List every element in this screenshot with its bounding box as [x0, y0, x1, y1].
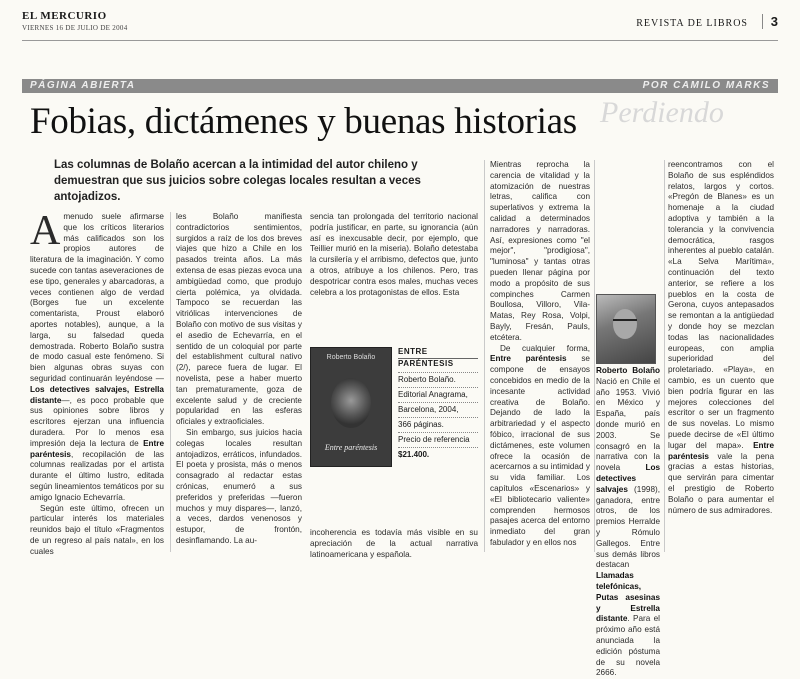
masthead [22, 10, 778, 41]
body-text: Nació en Chile el año 1953. Vivió en México y España, país donde murió en 2003. Se consagró en la narrativa con la novela [596, 376, 660, 473]
cover-title: Entre paréntesis [324, 443, 378, 452]
author-bio [596, 366, 660, 678]
body-text: , recopilación de las columnas realizadas por el artista durante el último lustro, editada según lineamientos temáticos por su amigo Ignacio Echevarría. [30, 449, 164, 502]
info-publisher: Editorial Anagrama, [398, 387, 478, 402]
body-text: De cualquier forma, [500, 343, 590, 353]
article-column-4 [490, 160, 590, 552]
info-price-label: Precio de referencia [398, 432, 478, 447]
article-column-3-continued [310, 528, 478, 559]
book-title: Entre paréntesis [30, 438, 164, 459]
body-text: incoherencia es todavía más visible en su apreciación de la actual narrativa latinoamericana y española. [310, 528, 478, 559]
issue-date: VIERNES 16 DE JULIO DE 2004 [22, 24, 128, 32]
deck-subtitle: Las columnas de Bolaño acercan a la intimidad del autor chileno y demuestran que sus juicios sobre colegas locales resultan a veces antojadizos. [54, 159, 421, 203]
info-heading: PARÉNTESIS [398, 359, 454, 368]
body-text: menudo suele afirmarse que los críticos literarios más calificados son los propios autores de literatura de la imaginación. Y como sucede con tantas aseveraciones de ese tipo, generales y abarcadoras, a veces contienen algo de verdad (Borges fue un excelente comentarista, Proust elaboró aportes notables), aunque, a la larga, su falsedad queda demostrada. Roberto Bolaño sustra de modo casual este fenómeno. Si bien algunas obras suyas con seguridad continuarán leyéndose — [30, 212, 164, 383]
info-author: Roberto Bolaño. [398, 372, 478, 387]
column-divider [664, 160, 665, 552]
column-divider [594, 160, 595, 552]
article-column-3 [310, 212, 478, 340]
byline: POR CAMILO MARKS [642, 80, 770, 91]
headline: Fobias, dictámenes y buenas historias [30, 101, 577, 142]
author-glasses [613, 319, 637, 326]
page-number: 3 [762, 14, 778, 29]
body-text: se compone de ensayos concebidos en medio de la incesante actividad creativa de Bolaño. Dejando de lado la arbitrariedad y el aspecto fóbico, irracional de sus dictámenes, este volumen ofrece la ocasión de acercarnos a su intimidad y su vida familiar. Los capítulos «Escenarios» y «El bibliotecario valiente» comprenden hermosos pasajes acerca del entorno inmediato del gran fabulador y en ellos nos [490, 354, 590, 547]
body-text: (1998), ganadora, entre otros, de los premios Herralde y Rómulo Gallegos. Entre sus demás libros destacan [596, 484, 660, 570]
body-text: Sin embargo, sus juicios hacia colegas locales resultan antojadizos, erráticos, infundados. El poeta y prosista, más o menos consagrado al redactar estas crónicas, enumeró a sus preferidos y preferidas —fueron muchos y muy dispares—, lanzó, a veces, dardos venenosos y estupor, de frontón, desinflamando. La au- [176, 427, 302, 545]
section-band [22, 79, 778, 93]
body-text: les Bolaño manifiesta contradictorios sentimientos, surgidos a raíz de los dos breves viajes que hizo a Chile en los pasados treinta años. La más extensa de esas piezas evoca una ambigüedad como, que produjo cierta polémica, ya olvidada. Tampoco se recuerdan las vitriólicas intervenciones de Bolaño con motivo de sus visitas y el asedio de Echevarría, en el sentido de un coloquial por parte del establishment cultural nativo (2/), parece fuera de lugar. El novelista, pese a haber muerto tan prematuramente, goza de excelente salud y de creciente popularidad en las esferas oficiales y extraoficiales. [176, 212, 302, 427]
section-name: REVISTA DE LIBROS [636, 18, 748, 29]
rose-illustration [331, 378, 371, 428]
body-text: Mientras reprocha la carencia de vitalidad y la atomización de nuestras letras, califica con superlativos y extrema la calidad a determinados narradores y narradoras. Así, expresiones como "el mejor", "prodigiosa", "luminosa" y tantas otras pueden llenar página por modo a propósito de sus compinches Carmen Boullosa, Villoro, Vila-Matas, Rey Rosa, Volpi, Bayly, Fresán, Pauls, etcétera. [490, 160, 590, 342]
body-text: Según este último, ofrecen un particular interés los materiales reunidos bajo el título «Fragmentos de un regreso al país natal», en los cuales [30, 503, 164, 556]
author-name: Roberto Bolaño [596, 366, 660, 375]
book-cover-image [310, 347, 392, 467]
column-divider [170, 212, 171, 552]
book-title: Llamadas telefónicas, Putas asesinas y Estrella distante [596, 571, 660, 624]
article-column-6 [668, 160, 774, 552]
info-price: $21.400. [398, 447, 478, 462]
body-text: sencia tan prolongada del territorio nacional podría justificar, en parte, su ignorancia (aún así es inexcusable decir, por ejemplo, que Teillier murió en la miseria). Bolaño detestaba la cursilería y el arribismo, defectos que, junto a otros, atribuye a los chilenos. Pero, tras despotricar contra esos males, muchas veces celebra a los protagonistas de ellos. Esta [310, 212, 478, 297]
book-title: Los detectives salvajes [596, 463, 660, 494]
author-photo [596, 294, 656, 364]
background-watermark-text: Perdiendo [600, 96, 724, 129]
book-info-box [398, 347, 478, 462]
body-text: reencontramos con el Bolaño de sus espléndidos relatos, largos y cortos. «Pregón de Blanes» es un homenaje a la ciudad adoptiva y también a la tolerancia y la convivencia democrática, rasgos inherentes al pueblo catalán. «La Selva Marítima», continuación del texto anterior, se refiere a los pueblos en la costa de Gerona, cuyos antepasados se remontan a la antigüedad y donde hoy se mezclan todas las nacionalidades europeas, con amplia superioridad del proletariado. «Playa», en cambio, es un cuento que bien podría figurar en las mejores colecciones del escritor o ser un fragmento de sus novelas. Lo mismo puede decirse de «El último lugar del mapa». [668, 160, 774, 450]
column-divider [484, 160, 485, 552]
article-column-1 [30, 208, 164, 556]
body-text: . Para el próximo año está anunciada la edición póstuma de su novela 2666. [596, 614, 660, 678]
newspaper-name: EL MERCURIO [22, 10, 107, 22]
rubric-label: PÁGINA ABIERTA [30, 80, 136, 91]
book-title: Entre paréntesis [490, 354, 567, 364]
info-pages: 366 páginas. [398, 417, 478, 432]
drop-cap: A [30, 208, 61, 254]
body-text: vale la pena gracias a estas historias, que servirán para cimentar el prestigio de Roberto Bolaño o para aumentar el número de sus admiradores. [668, 451, 774, 515]
book-title: Entre paréntesis [668, 440, 774, 461]
info-heading: ENTRE [398, 347, 478, 359]
book-title: Los detectives salvajes, Estrella distante [30, 384, 164, 405]
body-text: —, es poco probable que sus opiniones sobre libros y escritores ejerzan una influencia duradera. Por lo menos esa impresión deja la lectura de [30, 395, 164, 448]
info-place-year: Barcelona, 2004, [398, 402, 478, 417]
article-column-2 [176, 212, 302, 552]
cover-author: Roberto Bolaño [326, 354, 376, 361]
